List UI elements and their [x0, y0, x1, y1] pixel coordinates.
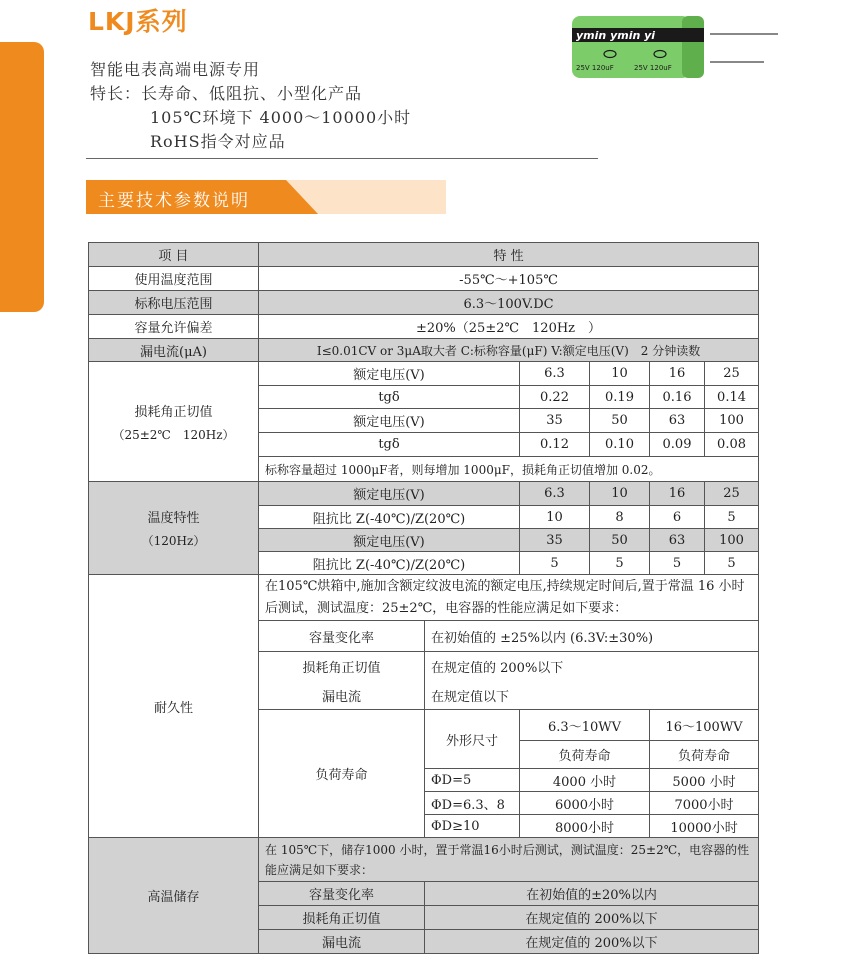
tc-value: 5	[520, 552, 590, 575]
storage-leak-label: 漏电流	[259, 930, 425, 954]
life-size: ΦD≥10	[425, 815, 520, 838]
tan-value: 0.16	[650, 386, 705, 409]
tc-rated-voltage-label-1: 额定电压(V)	[259, 482, 520, 506]
intro-line-usage: 智能电表高端电源专用	[90, 60, 261, 79]
brand-text: ymin ymin yi	[576, 29, 656, 42]
storage-leak-value: 在规定值的 200%以下	[425, 930, 759, 954]
section-title: 主要技术参数说明	[98, 191, 250, 211]
tan-voltage: 50	[590, 409, 650, 433]
row-voltage-range	[89, 291, 759, 315]
life-hours-b: 5000 小时	[650, 769, 759, 792]
tan-rated-voltage-label-1: 额定电压(V)	[259, 362, 520, 386]
tan-delta-label-cell	[89, 362, 259, 482]
tolerance-value: ±20%（25±2℃ 120Hz ）	[259, 315, 759, 339]
temp-char-cond: （120Hz）	[141, 534, 206, 548]
life-hours-b: 7000小时	[650, 792, 759, 815]
tolerance-label: 容量允许偏差	[89, 315, 259, 339]
tan-value: 0.12	[520, 433, 590, 457]
intro-line-life: 105℃环境下 4000～10000小时	[150, 108, 412, 127]
endurance-col-a: 6.3～10WV	[520, 710, 650, 741]
tc-value: 5	[705, 506, 759, 529]
tan-value: 0.09	[650, 433, 705, 457]
storage-tan-value: 在规定值的 200%以下	[425, 906, 759, 930]
storage-row-desc	[89, 838, 759, 882]
leakage-label: 漏电流(μA)	[89, 339, 259, 362]
tc-voltage: 25	[705, 482, 759, 506]
tc-value: 5	[650, 552, 705, 575]
storage-label: 高温储存	[89, 838, 259, 954]
endurance-cap-label: 容量变化率	[259, 621, 425, 652]
tan-value: 0.22	[520, 386, 590, 409]
endurance-tan-label: 损耗角正切值	[259, 652, 425, 682]
page-title: LKJ系列	[88, 7, 188, 36]
temp-range-value: -55℃～+105℃	[259, 267, 759, 291]
tc-value: 6	[650, 506, 705, 529]
tan-delta-label: 损耗角正切值	[134, 404, 213, 420]
tc-voltage: 100	[705, 529, 759, 552]
section-header	[86, 180, 446, 214]
endurance-row-desc	[89, 575, 759, 621]
row-leakage	[89, 339, 759, 362]
life-hours-a: 8000小时	[520, 815, 650, 838]
header-item: 项 目	[89, 243, 259, 267]
tan-voltage: 63	[650, 409, 705, 433]
tc-voltage: 35	[520, 529, 590, 552]
temp-char-row-voltage-1	[89, 482, 759, 506]
side-accent-bar	[0, 42, 44, 312]
life-hours-a: 4000 小时	[520, 769, 650, 792]
endurance-tan-value: 在规定值的 200%以下	[425, 652, 759, 682]
tc-impedance-label-2: 阻抗比 Z(-40℃)/Z(20℃)	[259, 552, 520, 575]
life-size: ΦD=5	[425, 769, 520, 792]
temp-char-label: 温度特性	[147, 511, 200, 526]
tan-voltage: 100	[705, 409, 759, 433]
row-temp-range	[89, 267, 759, 291]
intro-block	[90, 58, 411, 154]
tan-value: 0.08	[705, 433, 759, 457]
tan-delta-note: 标称容量超过 1000μF者，则每增加 1000μF，损耗角正切值增加 0.02。	[259, 457, 759, 482]
tan-tg-label-2: tgδ	[259, 433, 520, 457]
storage-cap-label: 容量变化率	[259, 882, 425, 906]
voltage-range-label: 标称电压范围	[89, 291, 259, 315]
endurance-leak-value: 在规定值以下	[425, 682, 759, 710]
intro-line-features: 特长：长寿命、低阻抗、小型化产品	[90, 84, 363, 103]
voltage-range-value: 6.3～100V.DC	[259, 291, 759, 315]
tan-row-voltage-1	[89, 362, 759, 386]
endurance-load-life-label: 负荷寿命	[259, 710, 425, 838]
endurance-col-b: 16～100WV	[650, 710, 759, 741]
tan-value: 0.14	[705, 386, 759, 409]
tan-voltage: 10	[590, 362, 650, 386]
tc-value: 8	[590, 506, 650, 529]
rating-text-1: 25V 120uF	[576, 64, 614, 72]
tc-voltage: 6.3	[520, 482, 590, 506]
tan-voltage: 25	[705, 362, 759, 386]
storage-desc: 在 105℃下，储存1000 小时，置于常温16小时后测试，测试温度：25±2℃，电容器的性能应满足如下要求：	[259, 838, 759, 882]
tc-voltage: 16	[650, 482, 705, 506]
storage-cap-value: 在初始值的±20%以内	[425, 882, 759, 906]
tc-voltage: 50	[590, 529, 650, 552]
tan-value: 0.19	[590, 386, 650, 409]
row-tolerance	[89, 315, 759, 339]
divider-line	[86, 158, 598, 159]
tan-value: 0.10	[590, 433, 650, 457]
endurance-cap-value: 在初始值的 ±25%以内 (6.3V:±30%)	[425, 621, 759, 652]
tc-value: 5	[705, 552, 759, 575]
endurance-desc: 在105℃烘箱中,施加含额定纹波电流的额定电压,持续规定时间后,置于常温 16 小时后测试，测试温度：25±2℃，电容器的性能应满足如下要求：	[259, 575, 759, 621]
leakage-value: I≤0.01CV or 3μA取大者 C:标称容量(μF) V:额定电压(V) 2 分钟读数	[259, 339, 759, 362]
endurance-label: 耐久性	[89, 575, 259, 838]
tan-rated-voltage-label-2: 额定电压(V)	[259, 409, 520, 433]
tc-value: 5	[590, 552, 650, 575]
endurance-size-label: 外形尺寸	[425, 710, 520, 769]
tc-rated-voltage-label-2: 额定电压(V)	[259, 529, 520, 552]
life-size: ΦD=6.3、8	[425, 792, 520, 815]
tan-tg-label-1: tgδ	[259, 386, 520, 409]
tc-voltage: 10	[590, 482, 650, 506]
temp-char-label-cell	[89, 482, 259, 575]
life-hours-a: 6000小时	[520, 792, 650, 815]
tan-voltage: 16	[650, 362, 705, 386]
endurance-leak-label: 漏电流	[259, 682, 425, 710]
endurance-life-a: 负荷寿命	[520, 741, 650, 769]
tan-delta-cond: （25±2℃ 120Hz）	[112, 427, 235, 442]
life-hours-b: 10000小时	[650, 815, 759, 838]
spec-table	[88, 242, 759, 954]
tc-voltage: 63	[650, 529, 705, 552]
capacitor-image	[570, 10, 780, 80]
tan-voltage: 6.3	[520, 362, 590, 386]
table-header-row	[89, 243, 759, 267]
capacitor-end	[682, 16, 704, 78]
storage-tan-label: 损耗角正切值	[259, 906, 425, 930]
tc-impedance-label-1: 阻抗比 Z(-40℃)/Z(20℃)	[259, 506, 520, 529]
tc-value: 10	[520, 506, 590, 529]
endurance-life-b: 负荷寿命	[650, 741, 759, 769]
intro-line-rohs: RoHS指令对应品	[150, 132, 286, 151]
rating-text-2: 25V 120uF	[634, 64, 672, 72]
temp-range-label: 使用温度范围	[89, 267, 259, 291]
tan-voltage: 35	[520, 409, 590, 433]
header-spec: 特 性	[259, 243, 759, 267]
